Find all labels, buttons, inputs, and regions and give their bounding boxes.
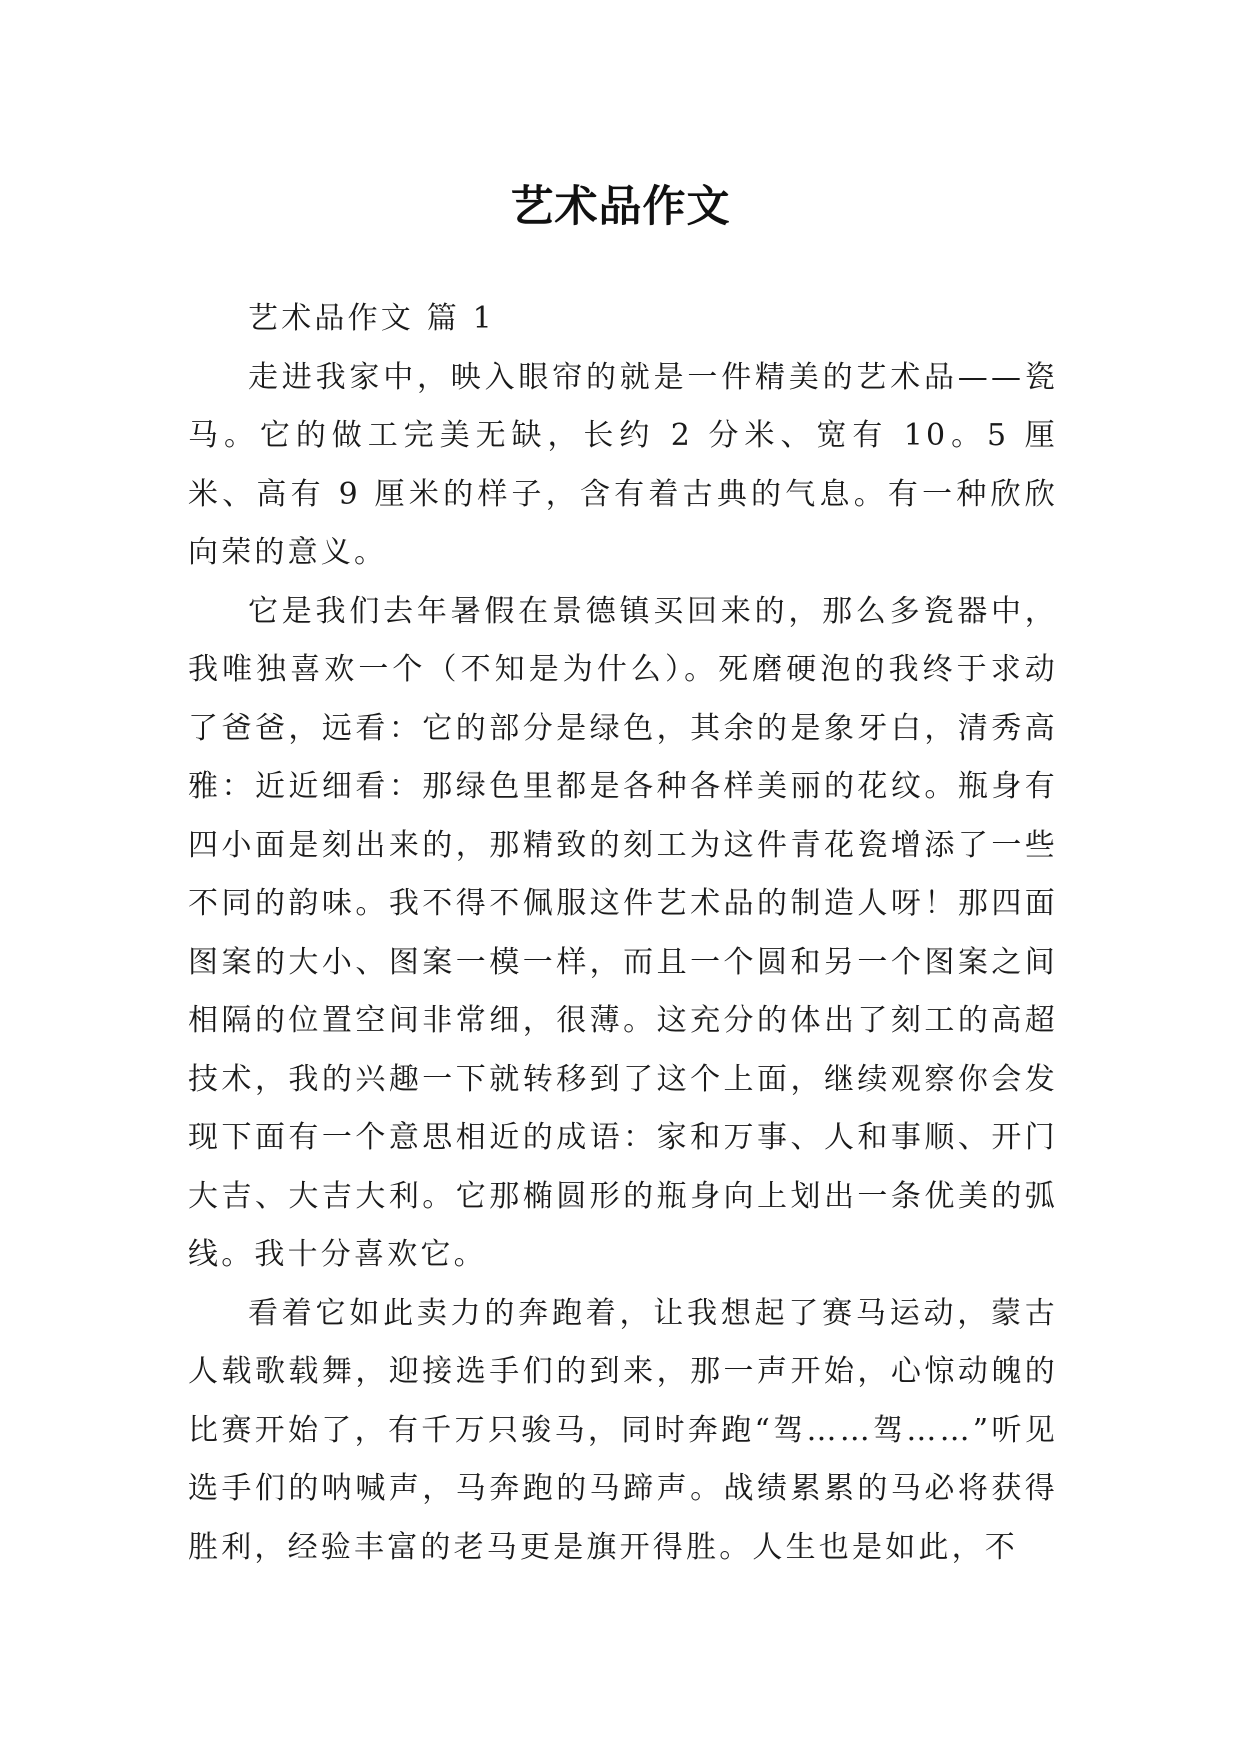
document-title: 艺术品作文 — [510, 181, 731, 232]
document-body — [188, 290, 1058, 1577]
paragraph: 走进我家中，映入眼帘的就是一件精美的艺术品——瓷马。它的做工完美无缺，长约 2 分米、宽有 10。5 厘米、高有 9 厘米的样子，含有着古典的气息。有一种欣欣向荣的意义。 — [188, 359, 1058, 570]
paragraph: 它是我们去年暑假在景德镇买回来的，那么多瓷器中，我唯独喜欢一个（不知是为什么）。死磨硬泡的我终于求动了爸爸，远看：它的部分是绿色，其余的是象牙白，清秀高雅：近近细看：那绿色里都是各种各样美丽的花纹。瓶身有四小面是刻出来的，那精致的刻工为这件青花瓷增添了一些不同的韵味。我不得不佩服这件艺术品的制造人呀！那四面图案的大小、图案一模一样，而且一个圆和另一个图案之间相隔的位置空间非常细，很薄。这充分的体出了刻工的高超技术，我的兴趣一下就转移到了这个上面，继续观察你会发现下面有一个意思相近的成语：家和万事、人和事顺、开门大吉、大吉大利。它那椭圆形的瓶身向上划出一条优美的弧线。我十分喜欢它。 — [188, 593, 1058, 1272]
section-heading: 艺术品作文 篇 1 — [248, 301, 495, 336]
paragraph: 看着它如此卖力的奔跑着，让我想起了赛马运动，蒙古人载歌载舞，迎接选手们的到来，那一声开始，心惊动魄的比赛开始了，有千万只骏马，同时奔跑“驾……驾……”听见选手们的呐喊声，马奔跑的马蹄声。战绩累累的马必将获得胜利，经验丰富的老马更是旗开得胜。人生也是如此，不 — [188, 1295, 1058, 1565]
